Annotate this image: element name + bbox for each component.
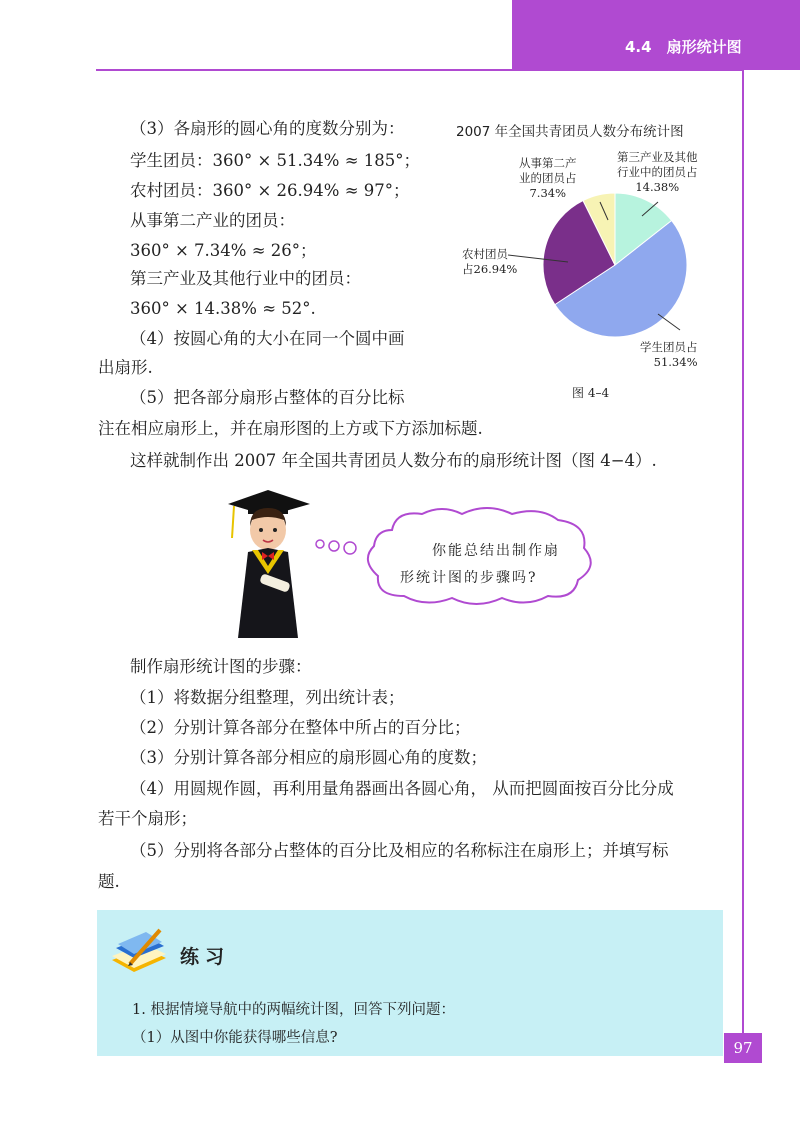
bubble-text: 你能总结出制作扇 — [432, 543, 560, 559]
text-line: 农村团员：360° × 26.94% ≈ 97°； — [130, 181, 410, 200]
header-rule — [96, 69, 742, 71]
exercise-question: 1. 根据情境导航中的两幅统计图，回答下列问题： — [132, 1002, 455, 1018]
step-item: （3）分别计算各部分相应的扇形圆心角的度数； — [130, 748, 487, 767]
section-title: 4.4 扇形统计图 — [625, 38, 742, 56]
text-line: （3）各扇形的圆心角的度数分别为： — [130, 119, 405, 138]
text-line: 这样就制作出 2007 年全国共青团员人数分布的扇形统计图（图 4−4）. — [130, 451, 657, 470]
step-item: 题. — [98, 872, 120, 891]
graduate-girl-illustration — [218, 486, 318, 638]
label-tertiary: 第三产业及其他 行业中的团员占 14.38% — [617, 150, 698, 194]
margin-rule — [742, 70, 744, 1045]
exercise-title: 练习 — [180, 946, 231, 968]
text-line: （5）把各部分扇形占整体的百分比标 — [130, 388, 405, 407]
label-rural: 农村团员 占26.94% — [462, 247, 518, 276]
leader-line — [658, 314, 680, 330]
text-line: 注在相应扇形上，并在扇形图的上方或下方添加标题. — [98, 419, 483, 438]
label-secondary: 从事第二产 业的团员占 7.34% — [519, 156, 577, 200]
bubble-text: 形统计图的步骤吗? — [400, 570, 538, 586]
exercise-question: （1）从图中你能获得哪些信息? — [132, 1030, 338, 1046]
step-item: （4）用圆规作圆，再利用量角器画出各圆心角， 从而把圆面按百分比分成 — [130, 779, 674, 798]
step-item: （2）分别计算各部分在整体中所占的百分比； — [130, 718, 471, 737]
page-number: 97 — [724, 1033, 762, 1063]
text-line: 360° × 14.38% ≈ 52°. — [130, 299, 316, 318]
step-item: 若干个扇形； — [98, 809, 197, 828]
text-line: 从事第二产业的团员： — [130, 211, 295, 230]
figure-caption: 图 4–4 — [572, 386, 610, 400]
text-line: 学生团员：360° × 51.34% ≈ 185°； — [130, 151, 421, 170]
text-line: 第三产业及其他行业中的团员： — [130, 269, 361, 288]
books-pencil-icon — [108, 926, 170, 978]
header-band — [512, 0, 800, 70]
steps-heading: 制作扇形统计图的步骤： — [130, 657, 312, 676]
text-line: 出扇形. — [98, 358, 153, 377]
chart-title: 2007 年全国共青团员人数分布统计图 — [456, 124, 684, 140]
text-line: 360° × 7.34% ≈ 26°； — [130, 241, 317, 260]
step-item: （5）分别将各部分占整体的百分比及相应的名称标注在扇形上；并填写标 — [130, 841, 669, 860]
text-line: （4）按圆心角的大小在同一个圆中画 — [130, 329, 405, 348]
step-item: （1）将数据分组整理，列出统计表； — [130, 688, 405, 707]
label-student: 学生团员占 51.34% — [640, 340, 698, 369]
